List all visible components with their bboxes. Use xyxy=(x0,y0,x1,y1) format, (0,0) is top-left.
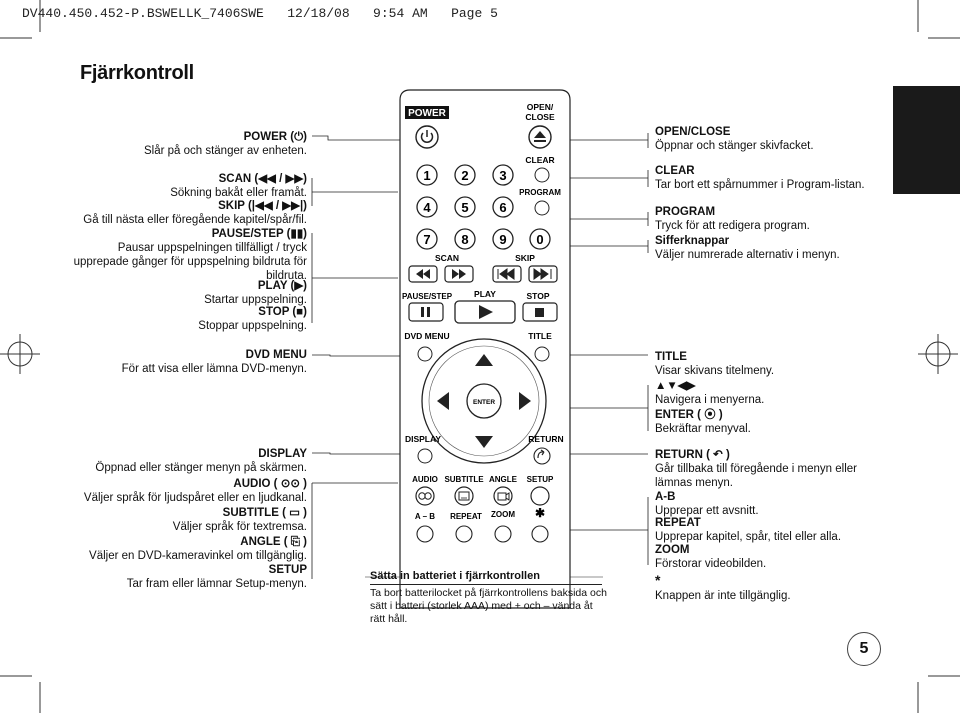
label-return-desc-1: Går tillbaka till föregående i menyn eller xyxy=(655,463,857,475)
zoom-label: ZOOM xyxy=(491,510,515,519)
skip-back-button[interactable] xyxy=(493,266,521,282)
label-title-desc: Visar skivans titelmeny. xyxy=(655,365,775,377)
angle-button[interactable] xyxy=(494,487,512,505)
enter-button[interactable] xyxy=(467,384,501,418)
display-button[interactable] xyxy=(418,449,432,463)
svg-text:1: 1 xyxy=(423,168,431,183)
label-repeat-name: REPEAT xyxy=(655,517,701,529)
label-openclose-name: OPEN/CLOSE xyxy=(655,126,731,138)
digit-button-5[interactable] xyxy=(455,197,475,217)
enter-label: ENTER xyxy=(472,399,496,406)
label-program-name: PROGRAM xyxy=(655,206,716,218)
digit-button-9[interactable] xyxy=(493,229,513,249)
label-dvdmenu-desc: För att visa eller lämna DVD-menyn. xyxy=(121,363,307,375)
title-button[interactable] xyxy=(535,347,549,361)
svg-text:4: 4 xyxy=(423,200,431,215)
scan-label: SCAN xyxy=(434,253,460,263)
page-number: 5 xyxy=(847,632,881,666)
setup-label: SETUP xyxy=(526,475,554,484)
label-pause-desc-1: Pausar uppspelningen tillfälligt / tryck xyxy=(117,242,307,254)
label-power-name: POWER (⏻) xyxy=(243,131,307,143)
pause-icon xyxy=(421,307,424,317)
page-title: Fjärrkontroll xyxy=(80,62,194,84)
label-angle-desc: Väljer en DVD-kameravinkel om tillgänglig. xyxy=(89,550,307,562)
digit-button-0[interactable] xyxy=(530,229,550,249)
label-play-name: PLAY (▶) xyxy=(257,280,307,292)
label-stop-name: STOP (■) xyxy=(258,306,307,318)
subtitle-label: SUBTITLE xyxy=(444,475,484,484)
label-clear-desc: Tar bort ett spårnummer i Program-listan. xyxy=(655,179,865,191)
label-numbers-name: Sifferknappar xyxy=(655,235,730,247)
clear-button[interactable] xyxy=(535,168,549,182)
repeat-label: REPEAT xyxy=(450,512,482,521)
label-return-desc-2: lämnas menyn. xyxy=(655,477,733,489)
svg-text:6: 6 xyxy=(499,200,507,215)
label-subtitle-name: SUBTITLE ( ▭ ) xyxy=(222,507,307,519)
remote-control xyxy=(395,88,575,618)
label-enter-name: ENTER ( ⦿ ) xyxy=(655,409,723,421)
dvd-menu-button[interactable] xyxy=(418,347,432,361)
label-repeat-desc: Upprepar kapitel, spår, titel eller alla. xyxy=(655,531,842,543)
label-display-desc: Öppnad eller stänger menyn på skärmen. xyxy=(95,462,307,474)
label-pause-name: PAUSE/STEP (▮▮) xyxy=(211,228,307,240)
stop-label: STOP xyxy=(526,291,550,301)
return-label: RETURN xyxy=(528,434,564,444)
display-label: DISPLAY xyxy=(404,434,442,444)
label-dvdmenu-name: DVD MENU xyxy=(245,349,307,361)
star-label: ✱ xyxy=(534,506,546,520)
svg-text:2: 2 xyxy=(461,168,469,183)
digit-button-4[interactable] xyxy=(417,197,437,217)
battery-title: Sätta in batteriet i fjärrkontrollen xyxy=(370,570,540,582)
stop-button[interactable] xyxy=(523,303,557,321)
title-label: TITLE xyxy=(528,331,552,341)
openclose-label-1: OPEN/ xyxy=(526,102,554,112)
label-numbers-desc: Väljer numrerade alternativ i menyn. xyxy=(655,249,840,261)
digit-button-6[interactable] xyxy=(493,197,513,217)
label-zoom-desc: Förstorar videobilden. xyxy=(655,558,767,570)
svg-text:8: 8 xyxy=(461,232,469,247)
pause-step-label: PAUSE/STEP xyxy=(401,292,453,301)
label-setup-desc: Tar fram eller lämnar Setup-menyn. xyxy=(126,578,307,590)
audio-button[interactable] xyxy=(416,487,434,505)
label-arrows-name: ▲▼◀▶ xyxy=(655,380,696,392)
label-star-name: * xyxy=(655,572,661,588)
digit-button-2[interactable] xyxy=(455,165,475,185)
label-scan-name: SCAN (◀◀ / ▶▶) xyxy=(218,173,307,185)
label-play-desc: Startar uppspelning. xyxy=(204,294,307,306)
openclose-label-2: CLOSE xyxy=(525,112,555,122)
digit-button-7[interactable] xyxy=(417,229,437,249)
print-header: DV440.450.452-P.BSWELLK_7406SWE 12/18/08 9:54 AM Page 5 xyxy=(22,6,498,21)
label-skip-name: SKIP (|◀◀ / ▶▶|) xyxy=(218,200,307,212)
skip-forward-button[interactable] xyxy=(529,266,557,282)
zoom-button[interactable] xyxy=(495,526,511,542)
angle-label: ANGLE xyxy=(489,475,517,484)
scan-back-button[interactable] xyxy=(409,266,437,282)
label-scan-desc: Sökning bakåt eller framåt. xyxy=(170,187,307,199)
digit-button-1[interactable] xyxy=(417,165,437,185)
label-arrows-desc: Navigera i menyerna. xyxy=(655,394,765,406)
program-label: PROGRAM xyxy=(519,188,561,197)
power-label: POWER xyxy=(408,108,446,119)
label-clear-name: CLEAR xyxy=(655,165,695,177)
svg-text:7: 7 xyxy=(423,232,431,247)
audio-label: AUDIO xyxy=(412,475,438,484)
svg-text:5: 5 xyxy=(461,200,469,215)
label-ab-desc: Upprepar ett avsnitt. xyxy=(655,505,759,517)
ab-button[interactable] xyxy=(417,526,433,542)
label-star-desc: Knappen är inte tillgänglig. xyxy=(655,590,791,602)
label-power-desc: Slår på och stänger av enheten. xyxy=(143,145,307,157)
stop-icon xyxy=(535,308,544,317)
battery-body: Ta bort batterilocket på fjärrkontrollens baksida och sätt i batteri (storlek AAA) med + och – vända åt rätt håll. xyxy=(370,587,607,625)
play-button[interactable] xyxy=(455,301,515,323)
label-audio-name: AUDIO ( ⊙⊙ ) xyxy=(233,478,307,490)
label-stop-desc: Stoppar uppspelning. xyxy=(198,320,307,332)
label-zoom-name: ZOOM xyxy=(655,544,690,556)
label-skip-desc: Gå till nästa eller föregående kapitel/spår/fil. xyxy=(83,214,307,226)
battery-divider xyxy=(370,584,602,585)
subtitle-button[interactable] xyxy=(455,487,473,505)
pause-step-button[interactable] xyxy=(409,303,443,321)
label-title-name: TITLE xyxy=(655,351,687,363)
label-program-desc: Tryck för att redigera program. xyxy=(655,220,810,232)
clear-label: CLEAR xyxy=(525,155,555,165)
power-button[interactable] xyxy=(416,126,438,148)
digit-button-8[interactable] xyxy=(455,229,475,249)
play-label: PLAY xyxy=(474,289,496,299)
open-close-button[interactable] xyxy=(529,126,551,148)
ab-label: A – B xyxy=(414,512,436,521)
label-angle-name: ANGLE ( ⎘ ) xyxy=(240,536,307,548)
return-button[interactable] xyxy=(534,448,550,464)
label-audio-desc: Väljer språk för ljudspåret eller en ljudkanal. xyxy=(83,492,307,504)
digit-button-3[interactable] xyxy=(493,165,513,185)
repeat-button[interactable] xyxy=(456,526,472,542)
svg-text:0: 0 xyxy=(536,232,544,247)
setup-button[interactable] xyxy=(531,487,549,505)
label-openclose-desc: Öppnar och stänger skivfacket. xyxy=(655,140,814,152)
star-button[interactable] xyxy=(532,526,548,542)
dvd-menu-label: DVD MENU xyxy=(404,331,450,341)
skip-label: SKIP xyxy=(515,253,535,263)
label-return-name: RETURN ( ↶ ) xyxy=(655,449,730,461)
label-enter-desc: Bekräftar menyval. xyxy=(655,423,751,435)
label-pause-desc-3: bildruta. xyxy=(266,270,307,282)
svg-text:3: 3 xyxy=(499,168,507,183)
label-pause-desc-2: upprepade gånger för uppspelning bildruta för xyxy=(73,256,307,268)
svg-text:9: 9 xyxy=(499,232,507,247)
program-button[interactable] xyxy=(535,201,549,215)
label-ab-name: A-B xyxy=(655,491,676,503)
scan-forward-button[interactable] xyxy=(445,266,473,282)
label-display-name: DISPLAY xyxy=(258,448,307,460)
label-setup-name: SETUP xyxy=(268,564,307,576)
label-subtitle-desc: Väljer språk för textremsa. xyxy=(172,521,307,533)
